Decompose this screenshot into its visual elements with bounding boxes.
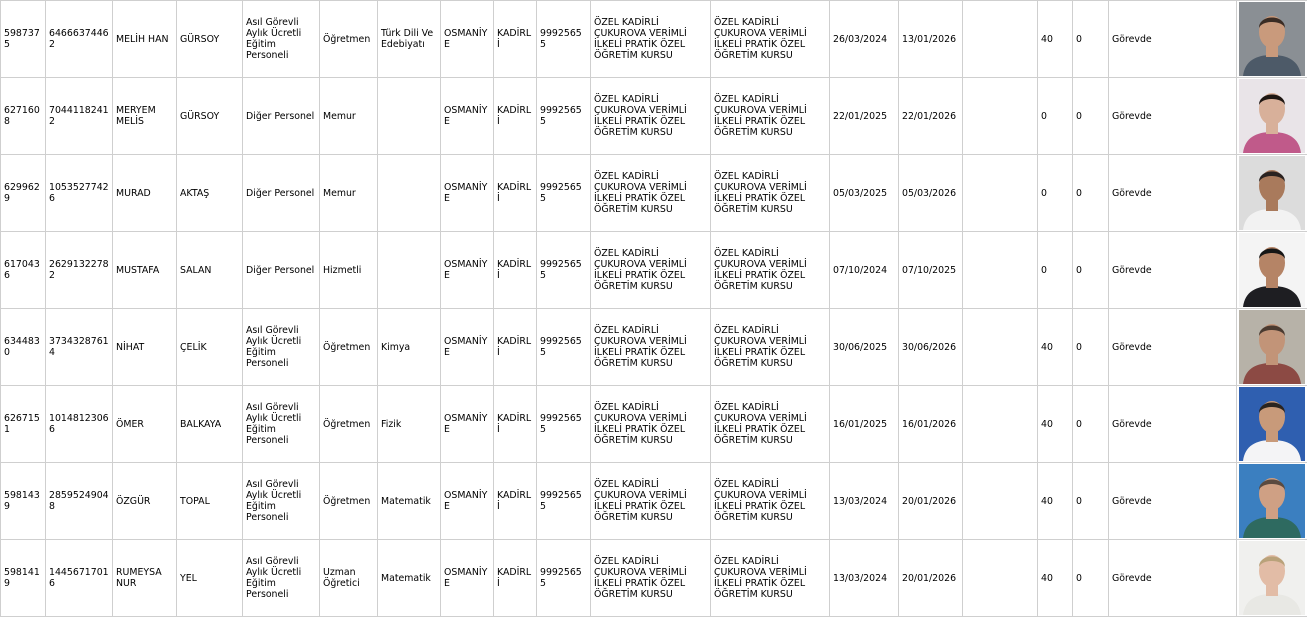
cell-empty: [963, 386, 1038, 463]
cell-empty: [963, 540, 1038, 617]
cell-soyad: YEL: [177, 540, 243, 617]
cell-kurum-adi: ÖZEL KADİRLİ ÇUKUROVA VERİMLİ İLKELİ PRATİK ÖZEL ÖĞRETİM KURSU: [591, 155, 711, 232]
cell-tc-kimlik-no: 37343287614: [46, 309, 113, 386]
cell-kurum-kodu: 99925655: [537, 540, 591, 617]
cell-gorev-tipi: Diğer Personel: [243, 78, 320, 155]
cell-onay-tarihi: 30/06/2026: [899, 309, 963, 386]
cell-gorev-yeri: ÖZEL KADİRLİ ÇUKUROVA VERİMLİ İLKELİ PRATİK ÖZEL ÖĞRETİM KURSU: [711, 232, 830, 309]
cell-sicil-no: 5981419: [1, 540, 46, 617]
cell-durum: Görevde: [1109, 78, 1237, 155]
person-photo: [1239, 541, 1305, 615]
cell-photo: [1237, 1, 1307, 78]
cell-gorev-yeri: ÖZEL KADİRLİ ÇUKUROVA VERİMLİ İLKELİ PRATİK ÖZEL ÖĞRETİM KURSU: [711, 386, 830, 463]
person-photo: [1239, 387, 1305, 461]
cell-empty: [963, 155, 1038, 232]
cell-ders-saati: 40: [1038, 1, 1073, 78]
cell-baslama-tarihi: 13/03/2024: [830, 463, 899, 540]
cell-ders-saati: 0: [1038, 78, 1073, 155]
cell-unvan: Öğretmen: [320, 463, 378, 540]
cell-photo: [1237, 232, 1307, 309]
cell-photo: [1237, 386, 1307, 463]
cell-il: OSMANİYE: [441, 463, 494, 540]
cell-kurum-kodu: 99925655: [537, 78, 591, 155]
cell-kurum-adi: ÖZEL KADİRLİ ÇUKUROVA VERİMLİ İLKELİ PRATİK ÖZEL ÖĞRETİM KURSU: [591, 540, 711, 617]
cell-soyad: GÜRSOY: [177, 1, 243, 78]
cell-sicil-no: 6271608: [1, 78, 46, 155]
cell-kurum-adi: ÖZEL KADİRLİ ÇUKUROVA VERİMLİ İLKELİ PRATİK ÖZEL ÖĞRETİM KURSU: [591, 1, 711, 78]
cell-ilce: KADİRLİ: [494, 463, 537, 540]
cell-gorev-tipi: Diğer Personel: [243, 155, 320, 232]
cell-gorev-tipi: Asıl Görevli Aylık Ücretli Eğitim Personeli: [243, 540, 320, 617]
cell-onay-tarihi: 13/01/2026: [899, 1, 963, 78]
cell-soyad: ÇELİK: [177, 309, 243, 386]
cell-ek-ders: 0: [1073, 232, 1109, 309]
cell-ek-ders: 0: [1073, 386, 1109, 463]
cell-tc-kimlik-no: 26291322782: [46, 232, 113, 309]
cell-kurum-kodu: 99925655: [537, 463, 591, 540]
cell-baslama-tarihi: 13/03/2024: [830, 540, 899, 617]
cell-unvan: Öğretmen: [320, 1, 378, 78]
cell-kurum-adi: ÖZEL KADİRLİ ÇUKUROVA VERİMLİ İLKELİ PRATİK ÖZEL ÖĞRETİM KURSU: [591, 232, 711, 309]
cell-ilce: KADİRLİ: [494, 232, 537, 309]
cell-tc-kimlik-no: 10148123066: [46, 386, 113, 463]
cell-photo: [1237, 309, 1307, 386]
person-photo: [1239, 2, 1305, 76]
cell-il: OSMANİYE: [441, 155, 494, 232]
cell-ad: MERYEM MELİS: [113, 78, 177, 155]
cell-kurum-adi: ÖZEL KADİRLİ ÇUKUROVA VERİMLİ İLKELİ PRATİK ÖZEL ÖĞRETİM KURSU: [591, 386, 711, 463]
cell-il: OSMANİYE: [441, 386, 494, 463]
cell-brans: [378, 155, 441, 232]
cell-ilce: KADİRLİ: [494, 309, 537, 386]
cell-kurum-adi: ÖZEL KADİRLİ ÇUKUROVA VERİMLİ İLKELİ PRATİK ÖZEL ÖĞRETİM KURSU: [591, 78, 711, 155]
cell-ilce: KADİRLİ: [494, 155, 537, 232]
cell-onay-tarihi: 22/01/2026: [899, 78, 963, 155]
cell-brans: Matematik: [378, 540, 441, 617]
cell-ek-ders: 0: [1073, 1, 1109, 78]
cell-kurum-kodu: 99925655: [537, 309, 591, 386]
cell-kurum-kodu: 99925655: [537, 386, 591, 463]
cell-brans: Kimya: [378, 309, 441, 386]
person-photo: [1239, 156, 1305, 230]
cell-unvan: Hizmetli: [320, 232, 378, 309]
cell-il: OSMANİYE: [441, 232, 494, 309]
cell-ek-ders: 0: [1073, 155, 1109, 232]
cell-ad: RUMEYSA NUR: [113, 540, 177, 617]
cell-tc-kimlik-no: 64666374462: [46, 1, 113, 78]
cell-gorev-tipi: Diğer Personel: [243, 232, 320, 309]
table-row[interactable]: [1, 386, 1307, 463]
cell-gorev-tipi: Asıl Görevli Aylık Ücretli Eğitim Personeli: [243, 386, 320, 463]
table-row[interactable]: [1, 309, 1307, 386]
cell-sicil-no: 6299629: [1, 155, 46, 232]
cell-gorev-yeri: ÖZEL KADİRLİ ÇUKUROVA VERİMLİ İLKELİ PRATİK ÖZEL ÖĞRETİM KURSU: [711, 1, 830, 78]
cell-photo: [1237, 155, 1307, 232]
cell-empty: [963, 1, 1038, 78]
cell-onay-tarihi: 20/01/2026: [899, 463, 963, 540]
cell-onay-tarihi: 16/01/2026: [899, 386, 963, 463]
cell-ad: ÖZGÜR: [113, 463, 177, 540]
cell-tc-kimlik-no: 28595249048: [46, 463, 113, 540]
cell-ilce: KADİRLİ: [494, 386, 537, 463]
cell-sicil-no: 6344830: [1, 309, 46, 386]
cell-baslama-tarihi: 26/03/2024: [830, 1, 899, 78]
cell-sicil-no: 6170436: [1, 232, 46, 309]
cell-empty: [963, 78, 1038, 155]
cell-soyad: AKTAŞ: [177, 155, 243, 232]
cell-empty: [963, 309, 1038, 386]
cell-soyad: GÜRSOY: [177, 78, 243, 155]
cell-soyad: SALAN: [177, 232, 243, 309]
cell-durum: Görevde: [1109, 1, 1237, 78]
cell-sicil-no: 5987375: [1, 1, 46, 78]
cell-ilce: KADİRLİ: [494, 1, 537, 78]
cell-ders-saati: 40: [1038, 309, 1073, 386]
cell-il: OSMANİYE: [441, 1, 494, 78]
cell-il: OSMANİYE: [441, 78, 494, 155]
cell-gorev-yeri: ÖZEL KADİRLİ ÇUKUROVA VERİMLİ İLKELİ PRATİK ÖZEL ÖĞRETİM KURSU: [711, 309, 830, 386]
cell-brans: Fizik: [378, 386, 441, 463]
cell-durum: Görevde: [1109, 463, 1237, 540]
cell-soyad: TOPAL: [177, 463, 243, 540]
cell-kurum-adi: ÖZEL KADİRLİ ÇUKUROVA VERİMLİ İLKELİ PRATİK ÖZEL ÖĞRETİM KURSU: [591, 463, 711, 540]
cell-ek-ders: 0: [1073, 309, 1109, 386]
cell-ad: MUSTAFA: [113, 232, 177, 309]
cell-il: OSMANİYE: [441, 309, 494, 386]
cell-brans: Türk Dili Ve Edebiyatı: [378, 1, 441, 78]
cell-gorev-tipi: Asıl Görevli Aylık Ücretli Eğitim Personeli: [243, 309, 320, 386]
cell-kurum-adi: ÖZEL KADİRLİ ÇUKUROVA VERİMLİ İLKELİ PRATİK ÖZEL ÖĞRETİM KURSU: [591, 309, 711, 386]
cell-photo: [1237, 463, 1307, 540]
person-photo: [1239, 464, 1305, 538]
cell-il: OSMANİYE: [441, 540, 494, 617]
cell-photo: [1237, 78, 1307, 155]
cell-unvan: Memur: [320, 78, 378, 155]
cell-ders-saati: 40: [1038, 463, 1073, 540]
cell-tc-kimlik-no: 70441182412: [46, 78, 113, 155]
cell-tc-kimlik-no: 10535277426: [46, 155, 113, 232]
cell-soyad: BALKAYA: [177, 386, 243, 463]
person-photo: [1239, 233, 1305, 307]
cell-ders-saati: 40: [1038, 386, 1073, 463]
cell-durum: Görevde: [1109, 386, 1237, 463]
person-photo: [1239, 310, 1305, 384]
cell-ad: ÖMER: [113, 386, 177, 463]
cell-unvan: Uzman Öğretici: [320, 540, 378, 617]
cell-onay-tarihi: 05/03/2026: [899, 155, 963, 232]
cell-ders-saati: 40: [1038, 540, 1073, 617]
cell-unvan: Öğretmen: [320, 386, 378, 463]
cell-kurum-kodu: 99925655: [537, 155, 591, 232]
person-photo: [1239, 79, 1305, 153]
cell-onay-tarihi: 20/01/2026: [899, 540, 963, 617]
cell-ek-ders: 0: [1073, 78, 1109, 155]
cell-ilce: KADİRLİ: [494, 78, 537, 155]
cell-gorev-yeri: ÖZEL KADİRLİ ÇUKUROVA VERİMLİ İLKELİ PRATİK ÖZEL ÖĞRETİM KURSU: [711, 155, 830, 232]
cell-sicil-no: 5981439: [1, 463, 46, 540]
table-row[interactable]: [1, 540, 1307, 617]
table-row[interactable]: [1, 463, 1307, 540]
cell-baslama-tarihi: 22/01/2025: [830, 78, 899, 155]
table-row[interactable]: [1, 155, 1307, 232]
cell-gorev-yeri: ÖZEL KADİRLİ ÇUKUROVA VERİMLİ İLKELİ PRATİK ÖZEL ÖĞRETİM KURSU: [711, 78, 830, 155]
cell-tc-kimlik-no: 14456717016: [46, 540, 113, 617]
cell-ek-ders: 0: [1073, 463, 1109, 540]
cell-gorev-yeri: ÖZEL KADİRLİ ÇUKUROVA VERİMLİ İLKELİ PRATİK ÖZEL ÖĞRETİM KURSU: [711, 463, 830, 540]
cell-unvan: Öğretmen: [320, 309, 378, 386]
cell-ilce: KADİRLİ: [494, 540, 537, 617]
cell-sicil-no: 6267151: [1, 386, 46, 463]
cell-brans: [378, 232, 441, 309]
cell-gorev-yeri: ÖZEL KADİRLİ ÇUKUROVA VERİMLİ İLKELİ PRATİK ÖZEL ÖĞRETİM KURSU: [711, 540, 830, 617]
cell-brans: [378, 78, 441, 155]
cell-kurum-kodu: 99925655: [537, 1, 591, 78]
cell-durum: Görevde: [1109, 309, 1237, 386]
cell-ders-saati: 0: [1038, 155, 1073, 232]
cell-ek-ders: 0: [1073, 540, 1109, 617]
cell-empty: [963, 463, 1038, 540]
cell-ders-saati: 0: [1038, 232, 1073, 309]
cell-gorev-tipi: Asıl Görevli Aylık Ücretli Eğitim Personeli: [243, 1, 320, 78]
cell-brans: Matematik: [378, 463, 441, 540]
table-row[interactable]: [1, 78, 1307, 155]
cell-durum: Görevde: [1109, 540, 1237, 617]
table-row[interactable]: [1, 232, 1307, 309]
cell-onay-tarihi: 07/10/2025: [899, 232, 963, 309]
cell-ad: MELİH HAN: [113, 1, 177, 78]
cell-baslama-tarihi: 07/10/2024: [830, 232, 899, 309]
cell-baslama-tarihi: 16/01/2025: [830, 386, 899, 463]
cell-unvan: Memur: [320, 155, 378, 232]
table-row[interactable]: [1, 1, 1307, 78]
cell-durum: Görevde: [1109, 232, 1237, 309]
cell-empty: [963, 232, 1038, 309]
cell-ad: NİHAT: [113, 309, 177, 386]
cell-durum: Görevde: [1109, 155, 1237, 232]
cell-baslama-tarihi: 05/03/2025: [830, 155, 899, 232]
cell-gorev-tipi: Asıl Görevli Aylık Ücretli Eğitim Personeli: [243, 463, 320, 540]
cell-baslama-tarihi: 30/06/2025: [830, 309, 899, 386]
cell-ad: MURAD: [113, 155, 177, 232]
cell-photo: [1237, 540, 1307, 617]
cell-kurum-kodu: 99925655: [537, 232, 591, 309]
